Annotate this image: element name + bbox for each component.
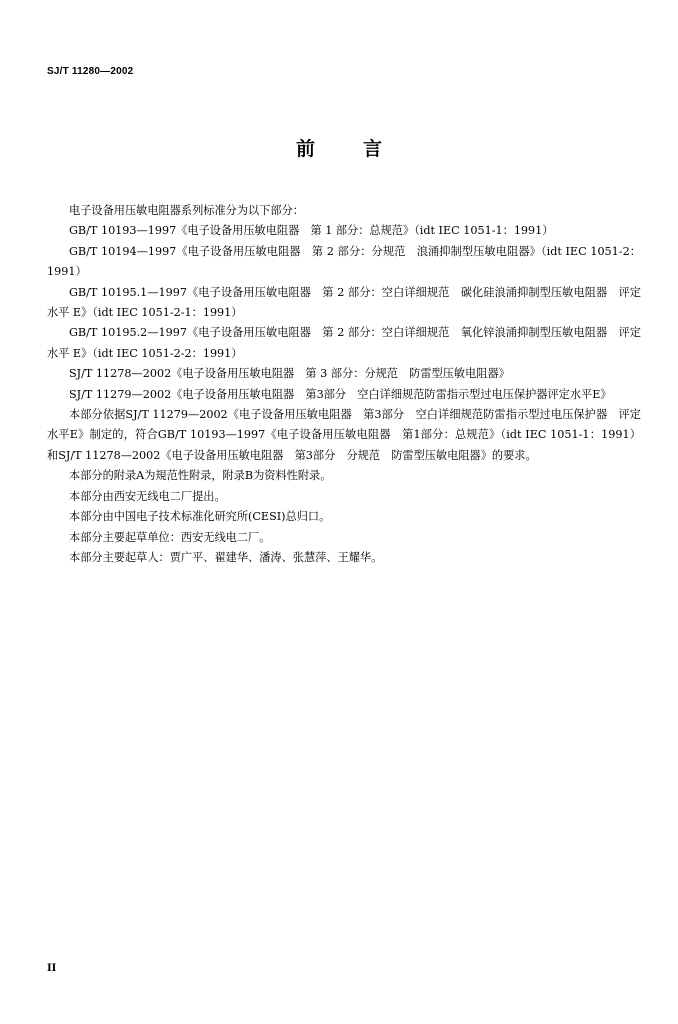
paragraph-basis: 本部分依据SJ/T 11279—2002《电子设备用压敏电阻器 第3部分 空白详细规范防雷指示型过电压保护器 评定水平E》制定的，符合GB/T 10193—1997《电子设备用压敏电阻器 第1部分：总规范》（idt IEC 1051-1：1991）和SJ/T 11278—2002《电子设备用压敏电阻器 第3部分 分规范 防雷型压敏电阻器》的要求。 — [47, 408, 641, 462]
paragraph-gbt10193: GB/T 10193—1997《电子设备用压敏电阻器 第 1 部分：总规范》（idt IEC 1051-1：1991） — [69, 224, 554, 238]
paragraph-gbt10195-2: GB/T 10195.2—1997《电子设备用压敏电阻器 第 2 部分：空白详细规范 氧化锌浪涌抑制型压敏电阻器 评定水平 E》（idt IEC 1051-2-2：1991） — [47, 326, 641, 360]
page-number: II — [47, 963, 57, 974]
paragraph-sjt11279: SJ/T 11279—2002《电子设备用压敏电阻器 第3部分 空白详细规范防雷指示型过电压保护器评定水平E》 — [69, 387, 612, 401]
paragraph-sjt11278: SJ/T 11278—2002《电子设备用压敏电阻器 第 3 部分：分规范 防雷型压敏电阻器》 — [69, 367, 510, 381]
foreword-body — [47, 201, 641, 568]
paragraph-drafting-unit: 本部分主要起草单位：西安无线电二厂。 — [69, 530, 271, 544]
page-title — [0, 134, 678, 161]
paragraph-proposer: 本部分由西安无线电二厂提出。 — [69, 489, 226, 503]
title-char-1: 前 — [295, 138, 315, 160]
paragraph-intro: 电子设备用压敏电阻器系列标准分为以下部分： — [69, 204, 304, 217]
paragraph-drafters: 本部分主要起草人：贾广平、翟建华、潘涛、张慧萍、王耀华。 — [69, 550, 383, 564]
standard-code: SJ/T 11280—2002 — [47, 66, 134, 77]
paragraph-annex: 本部分的附录A为規范性附录，附录B为资料性附录。 — [69, 469, 332, 483]
paragraph-gbt10194: GB/T 10194—1997《电子设备用压敏电阻器 第 2 部分：分规范 浪涌抑制型压敏电阻器》（idt IEC 1051-2：1991） — [47, 244, 641, 279]
paragraph-centralized: 本部分由中国电子技术标准化研究所(CESI)总归口。 — [69, 510, 331, 524]
paragraph-gbt10195-1: GB/T 10195.1—1997《电子设备用压敏电阻器 第 2 部分：空白详细规范 碳化硅浪涌抑制型压敏电阻器 评定水平 E》（idt IEC 1051-2-1：1991） — [47, 285, 641, 320]
title-char-2: 言 — [363, 138, 383, 160]
